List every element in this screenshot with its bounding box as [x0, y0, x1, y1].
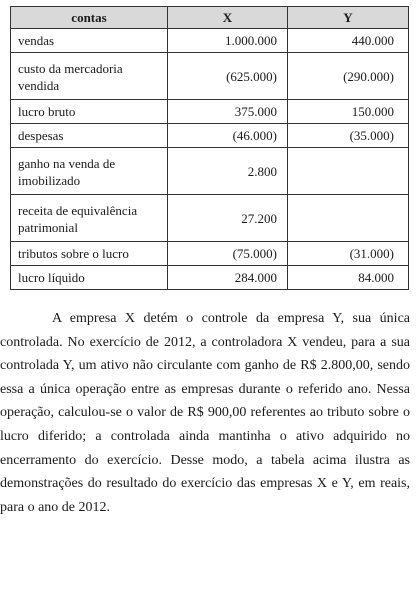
value-y: (35.000)	[288, 124, 409, 148]
value-y	[288, 148, 409, 195]
value-y: 84.000	[288, 266, 409, 290]
row-label: custo da mercadoria vendida	[11, 53, 168, 100]
value-y: 150.000	[288, 100, 409, 124]
header-contas: contas	[11, 7, 168, 29]
header-x: X	[168, 7, 288, 29]
question-paragraph: A empresa X detém o controle da empresa Y, sua única controlada. No exercício de 2012, a controladora X vendeu, para a sua controlada Y, um ativo não circulante com ganho de R$ 2.800,00, sendo essa a única operação entre as empresas durante o referido ano. Nessa operação, calculou-se o valor de R$ 900,00 referentes ao tributo sobre o lucro diferido; a controlada ainda mantinha o ativo adquirido no encerramento do exercício. Desse modo, a tabela acima ilustra as demonstrações do resultado do exercício das empresas X e Y, em reais, para o ano de 2012.	[0, 311, 410, 515]
header-y: Y	[288, 7, 409, 29]
value-x: (625.000)	[168, 53, 288, 100]
value-x: 284.000	[168, 266, 288, 290]
value-x: (75.000)	[168, 242, 288, 266]
row-label: vendas	[11, 29, 168, 53]
table-body	[11, 29, 409, 290]
value-x: 2.800	[168, 148, 288, 195]
row-label: tributos sobre o lucro	[11, 242, 168, 266]
income-statement-table-wrapper	[10, 6, 408, 290]
table-row	[11, 29, 409, 53]
table-row	[11, 242, 409, 266]
row-label: lucro bruto	[11, 100, 168, 124]
income-statement-table	[10, 6, 409, 290]
row-label: ganho na venda de imobilizado	[11, 148, 168, 195]
value-x: (46.000)	[168, 124, 288, 148]
value-y: (31.000)	[288, 242, 409, 266]
row-label: lucro líquido	[11, 266, 168, 290]
value-x: 375.000	[168, 100, 288, 124]
value-y	[288, 195, 409, 242]
row-label: receita de equivalência patrimonial	[11, 195, 168, 242]
row-label: despesas	[11, 124, 168, 148]
value-y: (290.000)	[288, 53, 409, 100]
table-row	[11, 195, 409, 242]
table-row	[11, 266, 409, 290]
value-x: 1.000.000	[168, 29, 288, 53]
value-y: 440.000	[288, 29, 409, 53]
table-row	[11, 100, 409, 124]
table-header-row	[11, 7, 409, 29]
table-row	[11, 124, 409, 148]
table-row	[11, 148, 409, 195]
value-x: 27.200	[168, 195, 288, 242]
table-row	[11, 53, 409, 100]
